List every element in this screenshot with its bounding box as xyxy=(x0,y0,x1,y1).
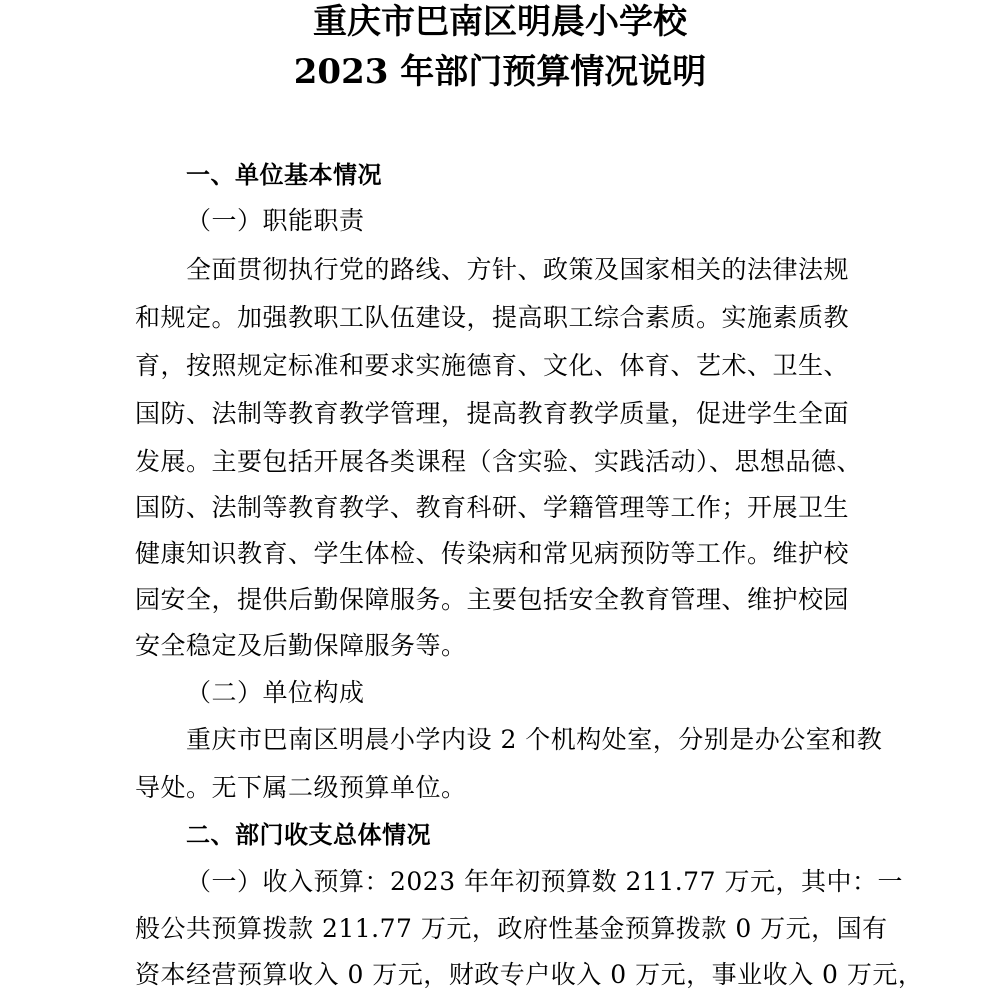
section-heading-1: 一、单位基本情况 xyxy=(186,161,382,189)
paragraph-line: 导处。无下属二级预算单位。 xyxy=(135,773,467,802)
paragraph-line: 国防、法制等教育教学、教育科研、学籍管理等工作；开展卫生 xyxy=(135,493,850,522)
paragraph-line: 重庆市巴南区明晨小学内设 2 个机构处室，分别是办公室和教 xyxy=(186,725,883,754)
subsection-heading-composition: （二）单位构成 xyxy=(186,678,365,707)
paragraph-line: 发展。主要包括开展各类课程（含实验、实践活动）、思想品德、 xyxy=(135,447,863,476)
paragraph-line: 安全稳定及后勤保障服务等。 xyxy=(135,631,467,660)
section-heading-2: 二、部门收支总体情况 xyxy=(186,821,431,849)
paragraph-line: 全面贯彻执行党的路线、方针、政策及国家相关的法律法规 xyxy=(186,255,850,284)
paragraph-line: 般公共预算拨款 211.77 万元，政府性基金预算拨款 0 万元，国有 xyxy=(135,914,888,943)
document-title-line-1: 重庆市巴南区明晨小学校 xyxy=(313,2,687,42)
document-title-line-2: 2023 年部门预算情况说明 xyxy=(293,52,707,92)
paragraph-line: 资本经营预算收入 0 万元，财政专户收入 0 万元，事业收入 0 万元， xyxy=(135,960,924,989)
paragraph-line: 育，按照规定标准和要求实施德育、文化、体育、艺术、卫生、 xyxy=(135,351,850,380)
paragraph-line: 园安全，提供后勤保障服务。主要包括安全教育管理、维护校园 xyxy=(135,585,850,614)
paragraph-line: （一）收入预算：2023 年年初预算数 211.77 万元，其中：一 xyxy=(186,867,903,896)
paragraph-line: 健康知识教育、学生体检、传染病和常见病预防等工作。维护校 xyxy=(135,539,850,568)
paragraph-line: 和规定。加强教职工队伍建设，提高职工综合素质。实施素质教 xyxy=(135,303,850,332)
subsection-heading-duties: （一）职能职责 xyxy=(186,206,365,235)
paragraph-line: 国防、法制等教育教学管理，提高教育教学质量，促进学生全面 xyxy=(135,399,850,428)
